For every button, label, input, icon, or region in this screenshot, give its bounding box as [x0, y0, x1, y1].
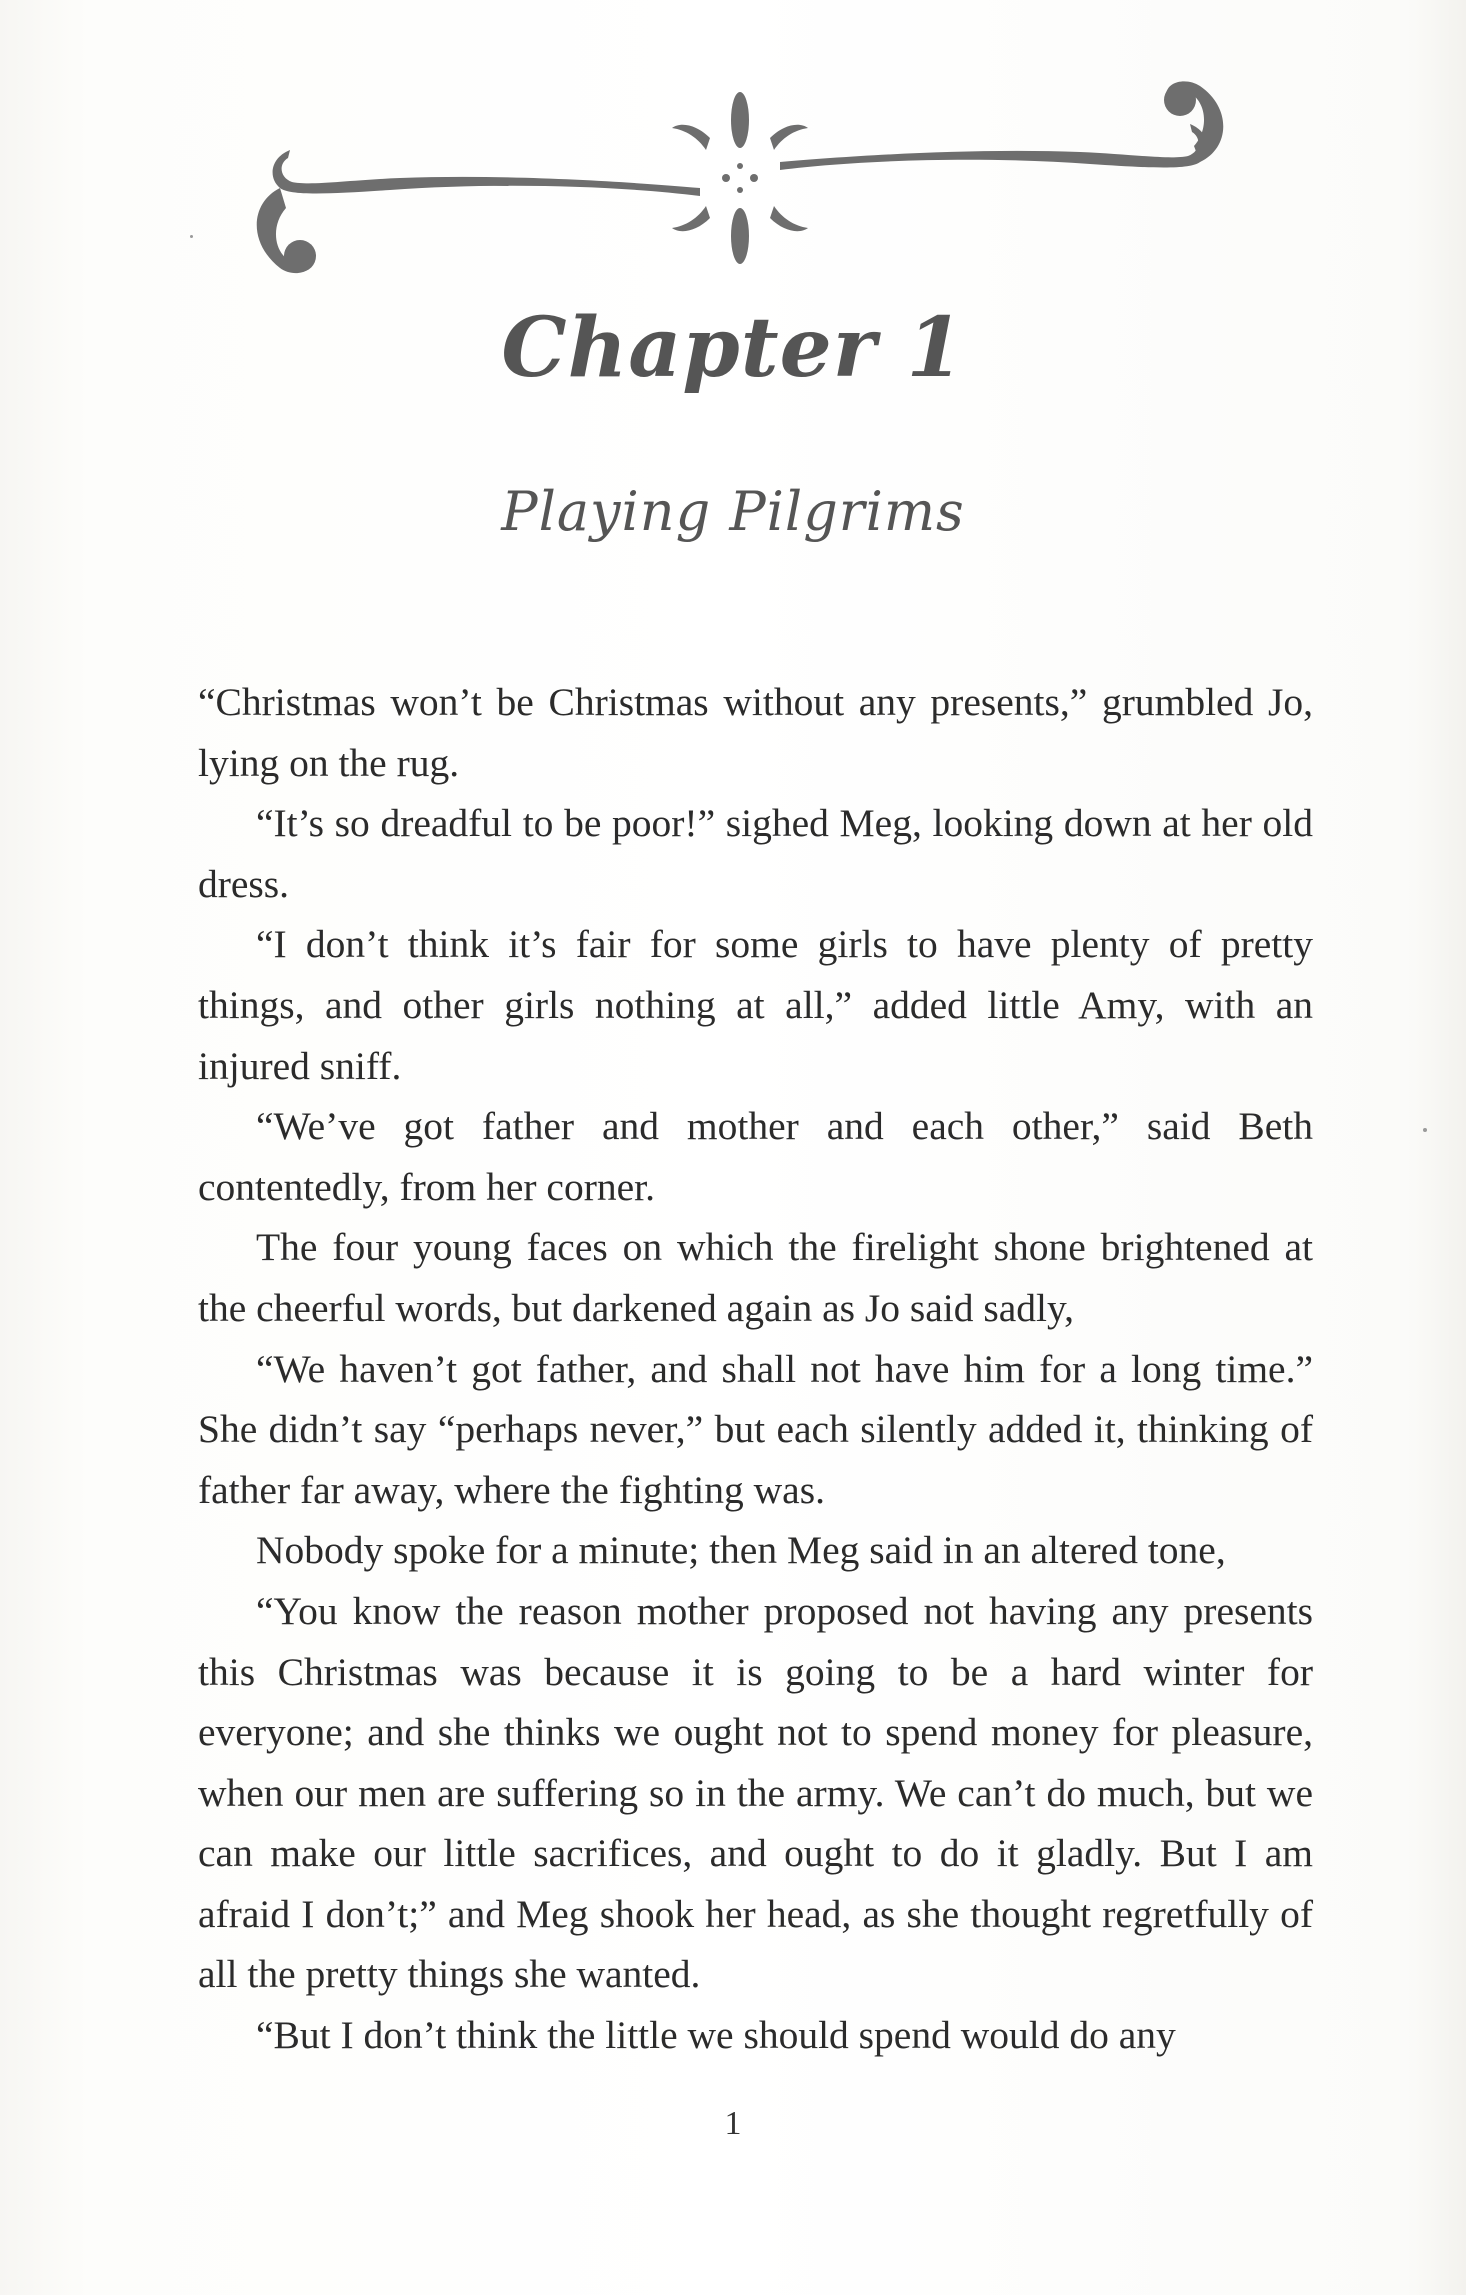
- paragraph: “Christmas won’t be Christmas without any presents,” grumbled Jo, lying on the rug.: [198, 680, 1313, 785]
- paragraph: “We haven’t got father, and shall not have him for a long time.” She didn’t say “perhaps never,” but each silently added it, thinking of father far away, where the fighting was.: [198, 1346, 1313, 1512]
- scroll-ornament-icon: [240, 78, 1240, 278]
- chapter-body: [198, 672, 1313, 2066]
- chapter-heading: Chapter 1: [501, 300, 965, 396]
- paragraph: “It’s so dreadful to be poor!” sighed Meg, looking down at her old dress.: [198, 801, 1313, 906]
- chapter-title: Playing Pilgrims: [501, 480, 965, 543]
- page-number: 1: [724, 2105, 742, 2142]
- paragraph: Nobody spoke for a minute; then Meg said in an altered tone,: [256, 1528, 1226, 1573]
- paragraph: “We’ve got father and mother and each other,” said Beth contentedly, from her corner.: [198, 1104, 1313, 1209]
- scan-speck: [190, 235, 193, 238]
- paragraph: “I don’t think it’s fair for some girls to have plenty of pretty things, and other girls nothing at all,” added little Amy, with an injured sniff.: [198, 922, 1313, 1088]
- paragraph: The four young faces on which the firelight shone brightened at the cheerful words, but darkened again as Jo said sadly,: [198, 1225, 1313, 1330]
- paragraph: “You know the reason mother proposed not having any presents this Christmas was because it is going to be a hard winter for everyone; and she thinks we ought not to spend money for pleasure, when our men are suffering so in the army. We can’t do much, but we can make our little sacrifices, and ought to do it gladly. But I am afraid I don’t;” and Meg shook her head, as she thought regretfully of all the pretty things she wanted.: [198, 1588, 1313, 1997]
- paragraph: “But I don’t think the little we should spend would do any: [256, 2013, 1176, 2058]
- scan-speck: [1423, 1128, 1427, 1132]
